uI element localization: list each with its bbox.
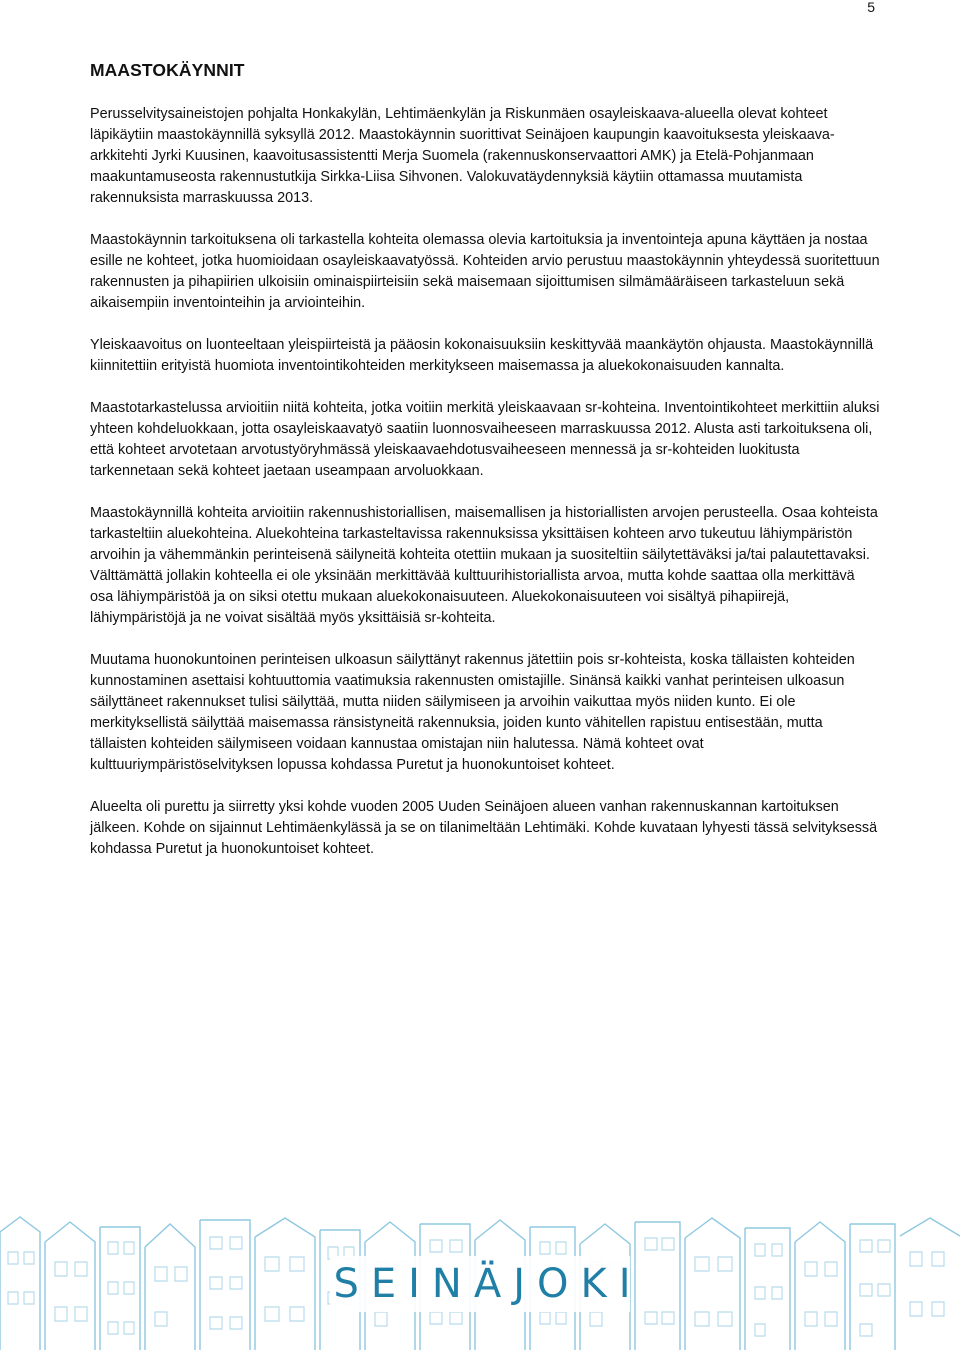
page-number: 5 bbox=[867, 0, 875, 15]
paragraph-3: Yleiskaavoitus on luonteeltaan yleispiirteistä ja pääosin kokonaisuuksiin keskittyvää maankäytön ohjausta. Maastokäynnillä kiinnitettiin erityistä huomiota inventointikohteiden merkitykseen maisemassa ja aluekokonaisuuden kannalta. bbox=[90, 337, 874, 374]
paragraph-6: Muutama huonokuntoinen perinteisen ulkoasun säilyttänyt rakennus jätettiin pois sr-kohteista, koska tällaisten kohteiden kunnostaminen asettaisi kohtuuttomia vaatimuksia rakennusten omistajille. Sinänsä kaikki vanhat perinteisen ulkoasun säilyttäneet rakennukset tulisi säilyttää, mutta niiden säilymiseen ja arvoihin vaikuttaa myös niiden kunto. Ei ole merkityksellistä säilyttää maisemassa ränsistyneitä rakennuksia, joiden kunto vähitellen rapistuu entisestään, mutta tällaisten kohteiden säilymiseen voidaan kannustaa omistajan niin halutessa. Nämä kohteet ovat kulttuuriympäristöselvityksen lopussa kohdassa Puretut ja huonokuntoiset kohteet. bbox=[90, 652, 855, 773]
paragraph-5: Maastokäynnillä kohteita arvioitiin rakennushistoriallisen, maisemallisen ja historiallisten arvojen perusteella. Osaa kohteista tarkasteltiin aluekohteina. Aluekohteina tarkasteltavissa rakennuksissa yksittäisen kohteen arvo tukeutuu lähiympäristön arvoihin ja vähemmänkin perinteisenä säilyneitä kohteita otettiin mukaan ja suositeltiin säilytettäväksi ja/tai palautettavaksi. Välttämättä jollakin kohteella ei ole yksinään merkittävää kulttuurihistoriallista arvoa, mutta kohde saattaa olla merkittävä osa lähiympäristöä ja on siksi otettu mukaan aluekokonaisuuteen. Aluekokonaisuuteen voi sisältyä pihapiirejä, lähiympäristöjä ja ne voivat sisältää myös yksittäisiä sr-kohteita. bbox=[90, 505, 878, 626]
seinajoki-logo: SEINÄJOKI bbox=[333, 1261, 643, 1307]
paragraph-2: Maastokäynnin tarkoituksena oli tarkastella kohteita olemassa olevia kartoituksia ja inventointeja apuna käyttäen ja nostaa esille ne kohteet, jotka huomioidaan osayleiskaavatyössä. Kohteiden arvio perustuu maastokäynnin yhteydessä suoritettuun rakennusten ja pihapiirien ulkoisiin ominaispiirteisiin sekä maisemaan sijoittumisen silmämääräiseen tarkasteluun sekä aikaisempiin inventointeihin ja arviointeihin. bbox=[90, 232, 880, 311]
document-body bbox=[90, 58, 880, 881]
page-title: MAASTOKÄYNNIT bbox=[90, 60, 245, 80]
paragraph-1: Perusselvitysaineistojen pohjalta Honkakylän, Lehtimäenkylän ja Riskunmäen osayleiskaava-alueella olevat kohteet läpikäytiin maastokäynnillä syksyllä 2012. Maastokäynnin suorittivat Seinäjoen kaupungin kaavoituksesta yleiskaava-arkkitehti Jyrki Kuusinen, kaavoitusassistentti Merja Suomela (rakennuskonservaattori AMK) ja Etelä-Pohjanmaan maakuntamuseosta rakennustutkija Sirkka-Liisa Sihvonen. Valokuvatäydennyksiä käytiin ottamassa muutamista rakennuksista marraskuussa 2013. bbox=[90, 106, 835, 206]
paragraph-7: Alueelta oli purettu ja siirretty yksi kohde vuoden 2005 Uuden Seinäjoen alueen vanhan rakennuskannan kartoituksen jälkeen. Kohde on sijainnut Lehtimäenkylässä ja se on tilanimeltään Lehtimäki. Kohde kuvataan lyhyesti tässä selvityksessä kohdassa Puretut ja huonokuntoiset kohteet. bbox=[90, 799, 878, 857]
paragraph-4: Maastotarkastelussa arvioitiin niitä kohteita, jotka voitiin merkitä yleiskaavaan sr-kohteina. Inventointikohteet merkittiin aluksi yhteen kohdeluokkaan, jotta osayleiskaavatyö saatiin luonnosvaiheeseen marraskuussa 2012. Alusta asti tarkoituksena oli, että kohteet arvotetaan arvotustyöryhmässä yleiskaavaehdotusvaiheeseen mennessä ja sr-kohteiden luokitusta tarkennetaan sekä kohteet jaetaan useampaan arvoluokkaan. bbox=[90, 400, 880, 479]
